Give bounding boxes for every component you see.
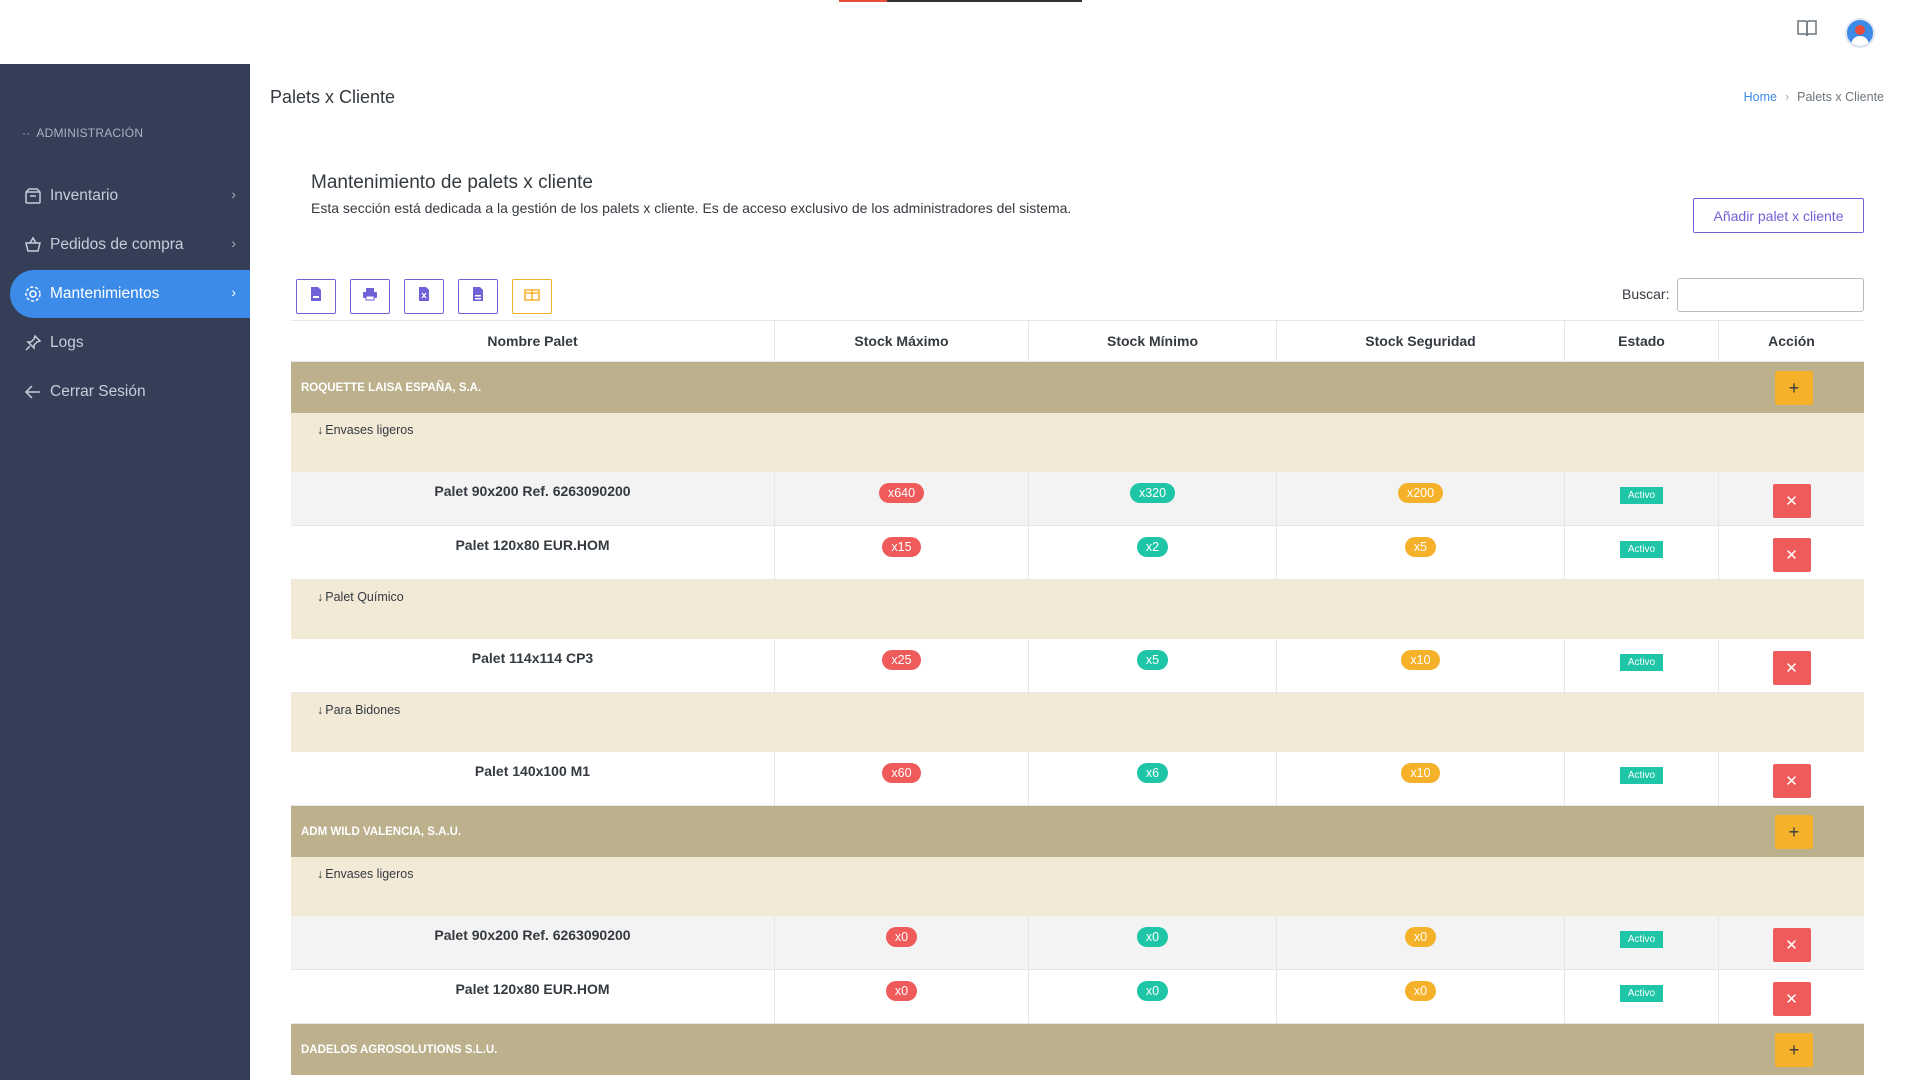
group-row [291, 362, 1864, 413]
palet-name: Palet 120x80 EUR.HOM [291, 526, 775, 579]
stock-min-pill: x5 [1137, 650, 1168, 670]
close-icon: ✕ [1785, 493, 1798, 510]
status-badge: Activo [1620, 767, 1663, 784]
pdf-icon [309, 286, 323, 307]
arrow-down-icon: ↓ [317, 703, 324, 717]
basket-icon [22, 234, 44, 256]
sidebar-logo-area [0, 0, 250, 64]
subgroup-name: Palet Químico [325, 590, 404, 604]
chevron-right-icon: › [1784, 90, 1790, 104]
delete-button[interactable] [1773, 982, 1811, 1016]
column-header-stock-maximo[interactable]: Stock Máximo [775, 321, 1029, 361]
group-row [291, 806, 1864, 857]
status-badge: Activo [1620, 541, 1663, 558]
columns-visibility-button[interactable] [512, 279, 552, 314]
table-row [291, 916, 1864, 970]
arrow-down-icon: ↓ [317, 423, 324, 437]
close-icon: ✕ [1785, 660, 1798, 677]
table-row [291, 472, 1864, 526]
print-icon [362, 287, 378, 306]
book-icon[interactable] [1796, 18, 1818, 38]
search-label: Buscar: [1622, 286, 1670, 302]
sidebar-item-label: Logs [50, 334, 84, 351]
sidebar-item-label: Pedidos de compra [50, 236, 184, 253]
plus-icon: + [1788, 1039, 1800, 1060]
subgroup-name: Envases ligeros [325, 423, 414, 437]
stock-min-pill: x0 [1137, 927, 1168, 947]
loading-bar-red [839, 0, 887, 2]
breadcrumb-home[interactable]: Home [1743, 90, 1777, 104]
stock-min-pill: x0 [1137, 981, 1168, 1001]
chevron-right-icon: › [231, 186, 236, 202]
arrow-down-icon: ↓ [317, 867, 324, 881]
logout-icon [22, 381, 44, 403]
avatar[interactable] [1845, 18, 1875, 48]
export-pdf-button[interactable] [296, 279, 336, 314]
chevron-right-icon: › [231, 284, 236, 300]
plus-icon: + [1788, 821, 1800, 842]
gear-icon [22, 283, 44, 305]
sidebar-item-mantenimientos[interactable] [10, 270, 250, 318]
column-header-accion[interactable]: Acción [1768, 333, 1815, 349]
close-icon: ✕ [1785, 547, 1798, 564]
sidebar-item-label: Cerrar Sesión [50, 383, 146, 400]
chevron-right-icon: › [231, 235, 236, 251]
delete-button[interactable] [1773, 538, 1811, 572]
sidebar-item-cerrar-sesion[interactable] [10, 368, 250, 416]
sidebar-item-logs[interactable] [10, 319, 250, 367]
add-row-button[interactable] [1775, 371, 1813, 405]
stock-min-pill: x320 [1130, 483, 1175, 503]
stock-max-pill: x60 [882, 763, 920, 783]
export-toolbar [296, 279, 552, 314]
subgroup-row [291, 580, 1864, 639]
plus-icon: + [1788, 377, 1800, 398]
status-badge: Activo [1620, 931, 1663, 948]
stock-max-pill: x640 [879, 483, 924, 503]
card-description: Esta sección está dedicada a la gestión de los palets x cliente. Es de acceso exclusivo de los administradores del sistema. [311, 200, 1072, 216]
palet-name: Palet 90x200 Ref. 6263090200 [291, 916, 775, 969]
print-button[interactable] [350, 279, 390, 314]
sidebar-item-inventario[interactable] [10, 172, 250, 220]
subgroup-name: Envases ligeros [325, 867, 414, 881]
stock-max-pill: x15 [882, 537, 920, 557]
table-row [291, 526, 1864, 580]
table-row [291, 752, 1864, 806]
palet-name: Palet 90x200 Ref. 6263090200 [291, 472, 775, 525]
columns-icon [524, 288, 540, 306]
sidebar [0, 0, 250, 1080]
stock-seg-pill: x10 [1401, 650, 1439, 670]
column-header-stock-minimo[interactable]: Stock Mínimo [1029, 321, 1277, 361]
status-badge: Activo [1620, 985, 1663, 1002]
sidebar-item-label: Inventario [50, 187, 119, 204]
stock-seg-pill: x0 [1405, 927, 1436, 947]
box-icon [22, 185, 44, 207]
dash-icon: ·· [22, 126, 31, 140]
avatar-head [1855, 25, 1865, 35]
stock-seg-pill: x0 [1405, 981, 1436, 1001]
arrow-down-icon: ↓ [317, 590, 324, 604]
stock-max-pill: x0 [886, 927, 917, 947]
sidebar-item-pedidos[interactable] [10, 221, 250, 269]
stock-min-pill: x2 [1137, 537, 1168, 557]
page-title: Palets x Cliente [270, 87, 396, 107]
breadcrumb [1744, 90, 1884, 104]
add-row-button[interactable] [1775, 1033, 1813, 1067]
close-icon: ✕ [1785, 773, 1798, 790]
delete-button[interactable] [1773, 928, 1811, 962]
breadcrumb-current: Palets x Cliente [1797, 90, 1884, 104]
sidebar-section-label: ·· ADMINISTRACIÓN [22, 126, 144, 140]
delete-button[interactable] [1773, 651, 1811, 685]
subgroup-row [291, 693, 1864, 752]
palet-name: Palet 120x80 EUR.HOM [291, 970, 775, 1023]
pin-icon [22, 332, 44, 354]
group-name: ROQUETTE LAISA ESPAÑA, S.A. [301, 381, 482, 394]
stock-seg-pill: x5 [1405, 537, 1436, 557]
palet-name: Palet 114x114 CP3 [291, 639, 775, 692]
delete-button[interactable] [1773, 484, 1811, 518]
subgroup-name: Para Bidones [325, 703, 401, 717]
status-badge: Activo [1620, 654, 1663, 671]
close-icon: ✕ [1785, 937, 1798, 954]
card-title: Mantenimiento de palets x cliente [311, 172, 593, 193]
stock-max-pill: x25 [882, 650, 920, 670]
palets-table [291, 320, 1864, 1075]
column-header-stock-seguridad[interactable]: Stock Seguridad [1277, 321, 1565, 361]
table-header [291, 320, 1864, 362]
close-icon: ✕ [1785, 991, 1798, 1008]
stock-min-pill: x6 [1137, 763, 1168, 783]
loading-bar-dark [887, 0, 1082, 2]
column-header-nombre[interactable]: Nombre Palet [291, 321, 775, 361]
table-row [291, 970, 1864, 1024]
stock-seg-pill: x200 [1398, 483, 1443, 503]
export-csv-button[interactable] [458, 279, 498, 314]
search-input[interactable] [1677, 278, 1864, 312]
subgroup-row [291, 857, 1864, 916]
add-row-button[interactable] [1775, 815, 1813, 849]
status-badge: Activo [1620, 487, 1663, 504]
export-excel-button[interactable] [404, 279, 444, 314]
csv-icon [471, 286, 485, 307]
stock-seg-pill: x10 [1401, 763, 1439, 783]
stock-max-pill: x0 [886, 981, 917, 1001]
sidebar-item-label: Mantenimientos [50, 285, 160, 302]
add-palet-cliente-button[interactable]: Añadir palet x cliente [1693, 198, 1864, 233]
group-name: ADM WILD VALENCIA, S.A.U. [301, 825, 462, 838]
palet-name: Palet 140x100 M1 [291, 752, 775, 805]
table-row [291, 639, 1864, 693]
delete-button[interactable] [1773, 764, 1811, 798]
subgroup-row [291, 413, 1864, 472]
avatar-body [1851, 36, 1869, 48]
group-row [291, 1024, 1864, 1075]
excel-icon [417, 286, 431, 307]
group-name: DADELOS AGROSOLUTIONS S.L.U. [301, 1043, 498, 1056]
column-header-estado[interactable]: Estado [1565, 321, 1719, 361]
